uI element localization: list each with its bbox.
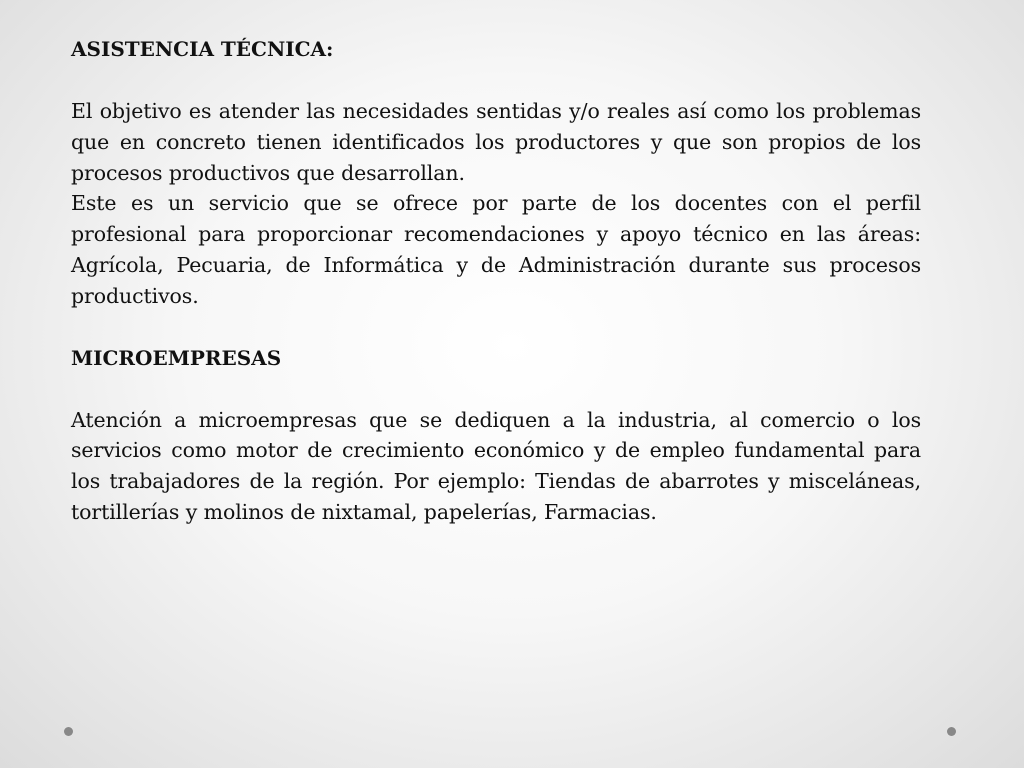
spacer <box>71 65 921 96</box>
decorative-dot-left <box>64 727 73 736</box>
microempresas-paragraph: Atención a microempresas que se dediquen a la industria, al comercio o los servicios como motor de crecimiento económico y de empleo fundamental para los trabajadores de la región. Por ejemplo: Tiendas de abarrotes y misceláneas, tortillerías y molinos de nixtamal, papelerías, Farmacias. <box>71 407 921 524</box>
slide-content <box>71 34 921 528</box>
asistencia-service-paragraph: Este es un servicio que se ofrece por parte de los docentes con el perfil profesional para proporcionar recomendaciones y apoyo técnico en las áreas: Agrícola, Pecuaria, de Informática y de Administración durante sus procesos productivos. <box>71 191 921 308</box>
asistencia-objective-paragraph: El objetivo es atender las necesidades sentidas y/o reales así como los problemas que en concreto tienen identificados los productores y que son propios de los procesos productivos que desarrollan. <box>71 99 921 185</box>
spacer <box>71 312 921 343</box>
asistencia-tecnica-heading: ASISTENCIA TÉCNICA: <box>71 37 334 61</box>
decorative-dot-right <box>947 727 956 736</box>
microempresas-heading: MICROEMPRESAS <box>71 345 282 370</box>
spacer <box>71 374 921 405</box>
